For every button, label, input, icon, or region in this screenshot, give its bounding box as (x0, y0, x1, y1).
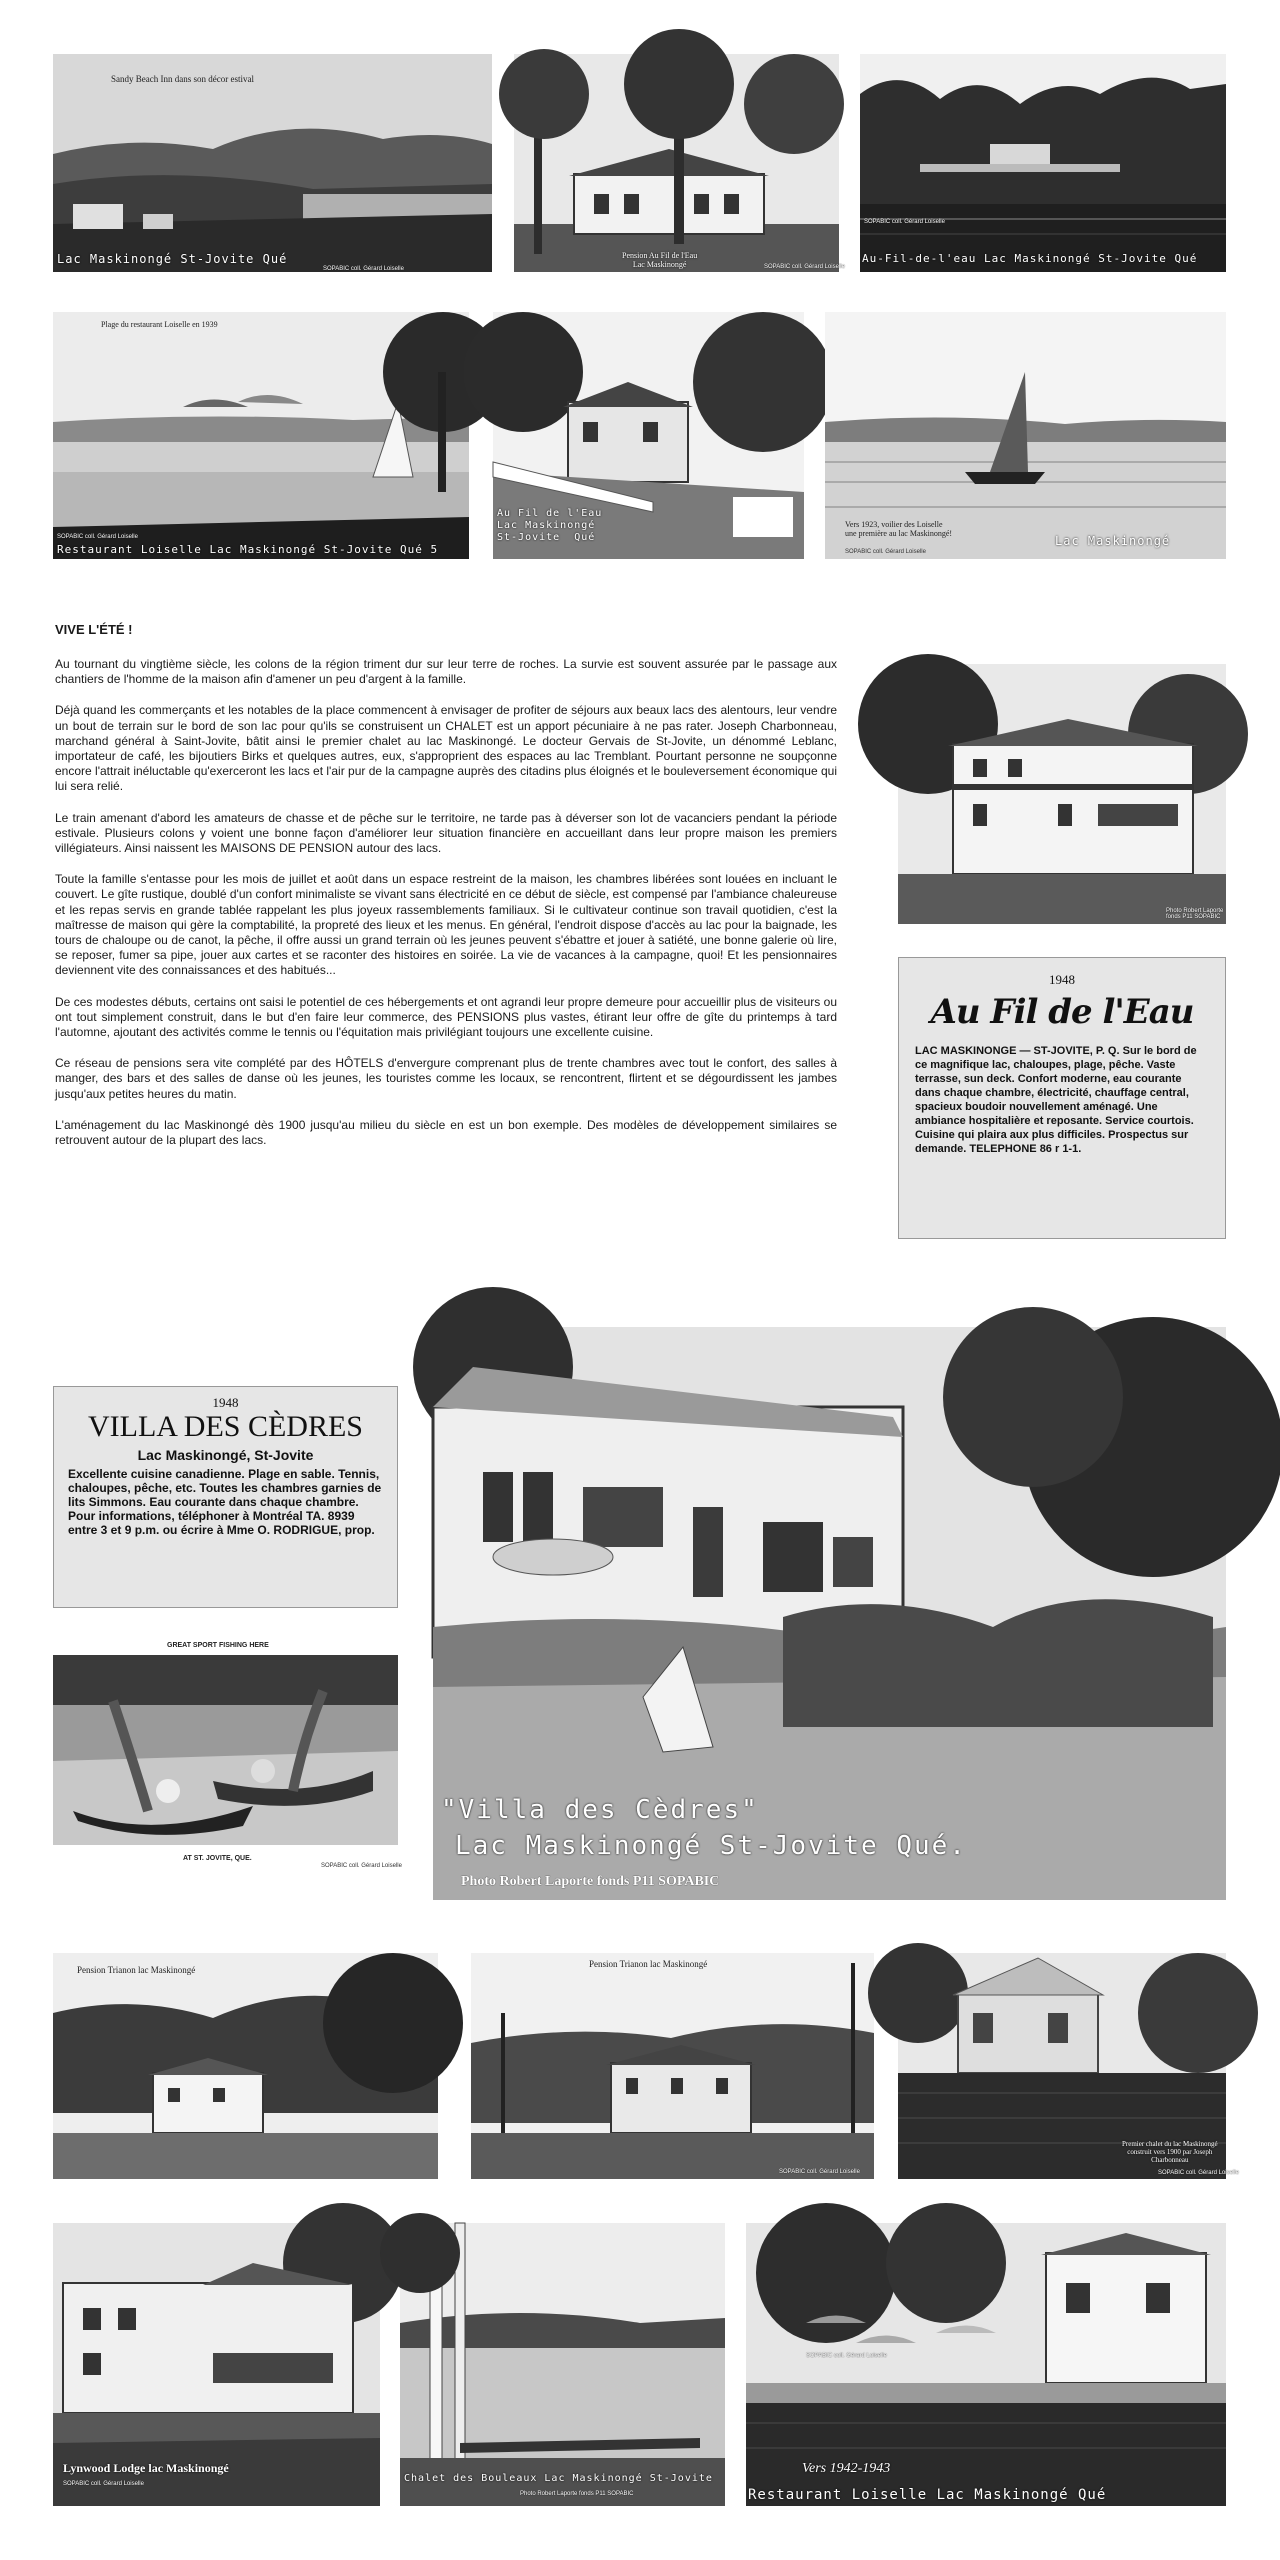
ad-text: Excellente cuisine canadienne. Plage en sable. Tennis, chaloupes, pêche, etc. Toutes les chambres garnies de lits Simmons. Eau courante dans chaque chambre. Pour informations, téléphoner à Montréal TA. 8939 entre 3 et 9 p.m. ou écrire à Mme O. RODRIGUE, prop. (68, 1467, 382, 1537)
caption: Plage du restaurant Loiselle en 1939 (101, 320, 218, 329)
article-paragraph: Ce réseau de pensions sera vite complété par des HÔTELS d'envergure comprenant plus de trente chambres avec tout le confort, des salles à manger, des bars et des salles de danse où les jeunes, les touristes comme les locaux, se rencontrent, flirtent et se dégourdissent les jambes jusqu'aux petites heures du matin. (55, 1056, 837, 1101)
handwritten-caption-place: Lac Maskinongé St-Jovite Qué. (455, 1831, 967, 1861)
photo-credit: SOPABIC coll. Gérard Loiselle (864, 219, 945, 225)
photo-credit: Photo Robert Laporte fonds P11 SOPABIC (1166, 908, 1224, 920)
handwritten-caption: Chalet des Bouleaux Lac Maskinongé St-Jovite (404, 2473, 713, 2484)
photo-credit: SOPABIC coll. Gérard Loiselle (323, 266, 404, 272)
photo-premier-chalet (898, 1953, 1239, 2179)
handwritten-caption: Au-Fil-de-l'eau Lac Maskinongé St-Jovite Qué (862, 252, 1198, 265)
caption: Pension Trianon lac Maskinongé (77, 1965, 196, 1975)
handwritten-caption: Au Fil de l'Eau Lac Maskinongé St-Jovite Qué (497, 508, 603, 543)
handwritten-caption: Restaurant Loiselle Lac Maskinongé St-Jovite Qué 5 (57, 543, 439, 556)
photo-credit: SOPABIC coll. Gérard Loiselle (1158, 2170, 1239, 2176)
photo-credit: SOPABIC coll. Gérard Loiselle (321, 1863, 402, 1869)
photo-credit: SOPABIC coll. Gérard Loiselle (63, 2481, 144, 2487)
ad-year: 1948 (212, 1395, 239, 1410)
article (55, 622, 837, 1164)
caption: Pension Trianon lac Maskinongé (589, 1959, 708, 1969)
article-title: VIVE L'ÉTÉ ! (55, 622, 133, 637)
ad-villa-des-cedres (53, 1386, 398, 1608)
caption: Premier chalet du lac Maskinongé construit vers 1900 par Joseph Charbonneau (1122, 2140, 1218, 2164)
photo-credit: SOPABIC coll. Gérard Loiselle (806, 2353, 887, 2359)
photo-pension-au-fil-de-leau (514, 54, 845, 272)
ad-text: LAC MASKINONGE — ST-JOVITE, P. Q. Sur le bord de ce magnifique lac, chaloupes, plage, pêche. Vaste terrasse, sun deck. Confort moderne, eau courante dans chaque chambre, électricité, chauffage central, spacieux boudoir nouvellement aménagé. Une ambiance hospitalière et reposante. Service courtois. Cuisine qui plaira aux plus difficiles. Prospectus sur demande. TELEPHONE 86 r 1-1. (915, 1045, 1197, 1155)
article-paragraph: Au tournant du vingtième siècle, les colons de la région triment dur sur leur terre de roches. La survie est souvent assurée par le passage aux chantiers de l'homme de la maison afin d'amener un peu d'argent à la famille. (55, 657, 837, 687)
photo-plage-restaurant-loiselle (53, 312, 469, 559)
photo-pension-trianon-2 (471, 1953, 874, 2179)
article-paragraph: Le train amenant d'abord les amateurs de chasse et de pêche sur le territoire, ne tarde pas à déverser son lot de vacanciers pendant la période estivale. Plusieurs colons y voient une bonne façon d'améliorer leur situation financière en accueillant dans leur propre maison les premiers villégiateurs. Ainsi naissent les MAISONS DE PENSION autour des lacs. (55, 810, 837, 856)
caption: Sandy Beach Inn dans son décor estival (111, 74, 254, 84)
article-paragraph: L'aménagement du lac Maskinongé dès 1900 jusqu'au milieu du siècle en est un bon exemple. Des modèles de développement similaires se retrouvent autour de la plupart des lacs. (55, 1117, 837, 1148)
photo-credit: SOPABIC coll. Gérard Loiselle (845, 549, 926, 555)
article-paragraph: Toute la famille s'entasse pour les mois de juillet et août dans un espace restreint de la maison, les chambres libérées sont louées en incluant le couvert. Le gîte rustique, doublé d'un confort minimaliste se vivant sans électricité en ce début de siècle, est compensé par l'ambiance chaleureuse et les repas servis en grande tablée rappelant les plus joyeux rassemblements familiaux. Si le cultivateur continue son travail quotidien, c'est la maîtresse de maison qui gère la comptabilité, la propreté des lieux et les menus. En général, l'endroit dispose d'accès au lac pour la baignade, les tours de chaloupe ou de canot, la pêche, il offre aussi un grand terrain où les jeunes peuvent s'ébattre et jouer à satiété, une bonne galerie où lire, se reposer, fumer sa pipe, jouer aux cartes et se raconter des histoires en soirée. La vie de vacances à la campagne, quoi! Et les pensionnaires deviennent vite des connaissances et des habitués... (55, 872, 837, 978)
photo-pension-trianon-1 (53, 1953, 438, 2179)
caption: Lynwood Lodge lac Maskinongé (63, 2461, 229, 2475)
photo-credit: SOPABIC coll. Gérard Loiselle (779, 2169, 860, 2175)
ad-au-fil-de-leau (898, 957, 1226, 1239)
photo-au-fil-de-leau-lake (860, 54, 1226, 272)
ad-subtitle: Lac Maskinongé, St-Jovite (137, 1447, 314, 1463)
caption: GREAT SPORT FISHING HERE (167, 1642, 269, 1649)
photo-chalet-au-fil-de-leau (493, 312, 804, 559)
photo-restaurant-loiselle (746, 2223, 1226, 2506)
photo-sandy-beach-inn (53, 54, 492, 272)
photo-voilier-loiselle (825, 312, 1226, 559)
article-paragraph: De ces modestes débuts, certains ont saisi le potentiel de ces hébergements et ont agrandi leur propre demeure pour accueillir plus de visiteurs ou ont tout simplement construit, dans le but d'en faire leur commerce, des PENSIONS plus vastes, étirant leur offre de gîte du printemps à tard l'automne, ajoutant des activités comme le tennis ou l'équitation mais privilégiant toujours une excellente cuisine. (55, 994, 837, 1040)
ad-logo: Au Fil de l'Eau (930, 992, 1194, 1032)
photo-credit: Photo Robert Laporte fonds P11 SOPABIC (520, 2491, 634, 2497)
photo-pension-house (898, 664, 1226, 924)
ad-year: 1948 (1049, 972, 1075, 987)
photo-lynwood-lodge (53, 2223, 380, 2506)
photo-credit: SOPABIC coll. Gérard Loiselle (764, 264, 845, 270)
handwritten-caption-name: "Villa des Cèdres" (441, 1795, 759, 1825)
caption: Vers 1923, voilier des Loiselle une première au lac Maskinongé! (845, 520, 953, 538)
handwritten-caption: Restaurant Loiselle Lac Maskinongé Qué (748, 2487, 1107, 2503)
caption: AT ST. JOVITE, QUE. (183, 1855, 252, 1862)
photo-credit: Photo Robert Laporte fonds P11 SOPABIC (461, 1874, 720, 1889)
handwritten-caption: Lac Maskinongé (1055, 534, 1171, 548)
ad-title: VILLA DES CÈDRES (87, 1410, 363, 1443)
photo-great-sport-fishing (53, 1641, 402, 1873)
article-paragraph: Déjà quand les commerçants et les notables de la place commencent à envisager de profiter de séjours aux beaux lacs des alentours, leur vendre un bout de terrain sur le bord de son lac pour qu'ils se construisent un CHALET est un apport pécuniaire à ne pas rater. Joseph Charbonneau, marchand général à Saint-Jovite, bâtit ainsi le premier chalet au lac Maskinongé. Le docteur Gervais de St-Jovite, un dénommé Leblanc, importateur de café, les bijoutiers Birks et quelques autres, eux, s'approprient des espaces au lac Tremblant. Pourtant personne ne soupçonne encore l'attrait inéluctable qu'exerceront les lacs et l'air pur de la campagne auprès des citadins plus éloignés et le bouleversement économique qui lui sera relié. (55, 703, 837, 794)
photo-villa-des-cedres (433, 1327, 1226, 1900)
photo-chalet-des-bouleaux (400, 2223, 725, 2506)
caption: Pension Au Fil de l'Eau Lac Maskinongé (622, 251, 698, 269)
caption: Vers 1942-1943 (802, 2461, 891, 2476)
handwritten-caption: Lac Maskinongé St-Jovite Qué (57, 252, 288, 266)
photo-credit: SOPABIC coll. Gérard Loiselle (57, 534, 138, 540)
